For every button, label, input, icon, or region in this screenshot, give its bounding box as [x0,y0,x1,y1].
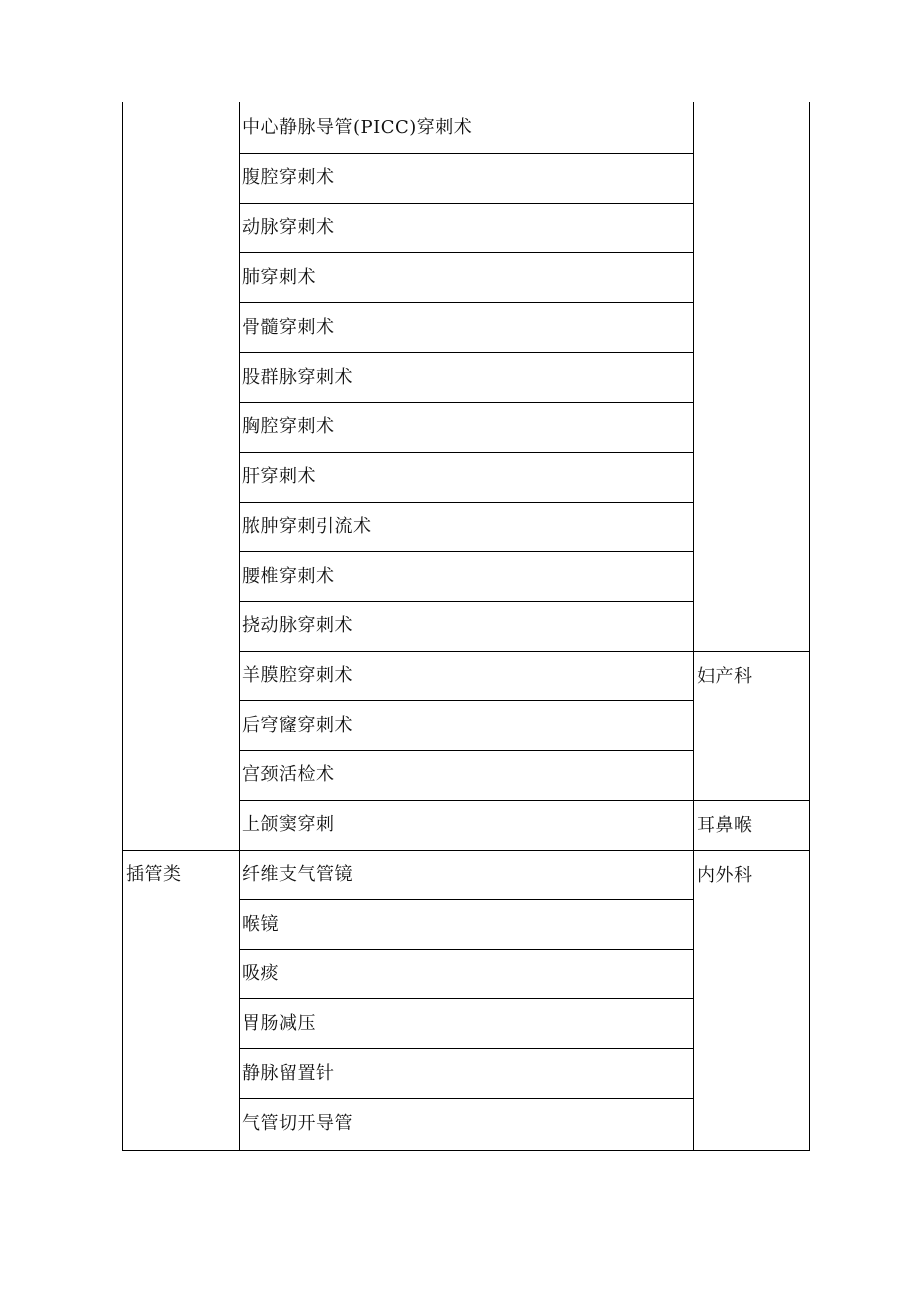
row-divider [239,352,694,353]
row-divider [239,302,694,303]
procedure-cell: 喉镜 [242,914,279,935]
procedure-cell: 气管切开导管 [242,1113,353,1134]
row-divider [239,203,694,204]
department-cell: 耳鼻喉 [697,815,753,836]
row-divider [239,899,694,900]
row-divider [239,998,694,999]
procedure-cell: 宫颈活检术 [242,764,335,785]
procedure-cell: 动脉穿刺术 [242,217,335,238]
row-divider [239,949,694,950]
procedure-cell: 羊膜腔穿刺术 [242,665,353,686]
procedure-cell: 腹腔穿刺术 [242,167,335,188]
table-border-left [122,102,123,1151]
procedure-cell: 纤维支气管镜 [242,864,353,885]
category-cell: 插管类 [126,864,182,885]
procedure-cell: 脓肿穿刺引流术 [242,516,372,537]
procedure-cell: 中心静脉导管(PICC)穿刺术 [242,117,473,138]
section-divider [239,800,810,801]
row-divider [239,252,694,253]
procedure-cell: 静脉留置针 [242,1063,335,1084]
section-divider [122,850,810,851]
procedure-cell: 股群脉穿刺术 [242,367,353,388]
department-cell: 内外科 [697,865,753,886]
procedure-cell: 胃肠减压 [242,1013,316,1034]
table-border-bottom [122,1150,810,1151]
row-divider [239,153,694,154]
col-divider-2 [693,102,694,1151]
procedure-cell: 吸痰 [242,963,279,984]
section-divider [239,651,810,652]
procedure-cell: 胸腔穿刺术 [242,416,335,437]
procedure-cell: 上颌窦穿刺 [242,814,335,835]
procedure-cell: 后穹窿穿刺术 [242,715,353,736]
procedure-cell: 肺穿刺术 [242,267,316,288]
row-divider [239,750,694,751]
department-cell: 妇产科 [697,666,753,687]
row-divider [239,452,694,453]
procedure-cell: 肝穿刺术 [242,466,316,487]
row-divider [239,1048,694,1049]
row-divider [239,402,694,403]
col-divider-1 [239,102,240,1151]
table-border-right [809,102,810,1151]
row-divider [239,700,694,701]
procedure-cell: 骨髓穿刺术 [242,317,335,338]
row-divider [239,502,694,503]
procedure-cell: 腰椎穿刺术 [242,566,335,587]
procedure-cell: 挠动脉穿刺术 [242,615,353,636]
row-divider [239,601,694,602]
row-divider [239,551,694,552]
row-divider [239,1098,694,1099]
